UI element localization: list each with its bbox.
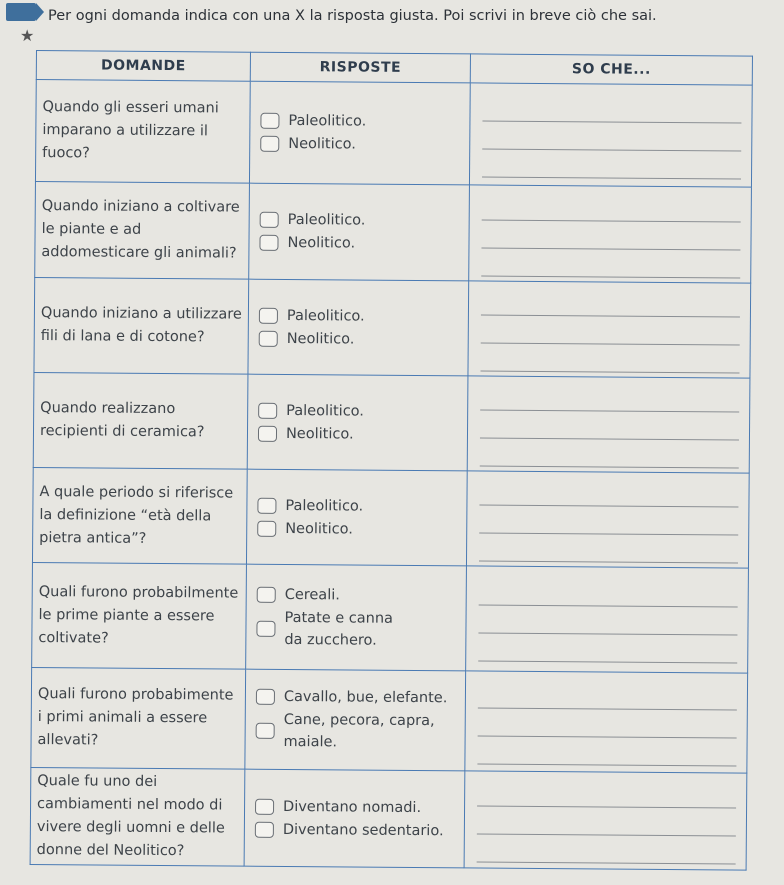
answer-option[interactable] [259,304,464,328]
writing-line[interactable] [480,410,739,440]
writing-line[interactable] [478,605,737,635]
table-row [34,277,751,378]
writing-line[interactable] [480,344,739,374]
writing-line[interactable] [478,680,737,710]
option-label: Neolitico. [288,135,356,153]
writing-area[interactable] [466,566,749,673]
checkbox-icon[interactable] [256,723,275,739]
writing-line[interactable] [481,288,740,318]
answer-cell [248,279,469,376]
writing-line[interactable] [482,93,741,123]
writing-line[interactable] [481,316,740,346]
answer-cell [244,769,465,868]
answer-option[interactable] [258,422,463,446]
option-label: Cereali. [284,586,340,603]
option-label: Paleolitico. [286,307,365,325]
question-text: Quale fu uno dei cambiamenti nel modo di vivere degli uomni e delle donne del Neolitico? [30,767,245,866]
answer-option[interactable] [255,709,460,755]
writing-area[interactable] [465,671,748,773]
writing-line[interactable] [477,736,736,766]
checkbox-icon[interactable] [260,136,279,152]
writing-area[interactable] [469,185,752,283]
checkbox-icon[interactable] [256,689,275,705]
option-label: Neolitico. [285,425,354,443]
checkbox-icon[interactable] [260,212,279,228]
answer-cell [247,374,468,471]
answer-option[interactable] [255,795,460,819]
checkbox-icon[interactable] [259,235,278,251]
checkbox-icon[interactable] [256,620,275,636]
writing-area[interactable] [468,281,751,378]
writing-area[interactable] [464,771,747,870]
writing-line[interactable] [477,778,736,808]
option-label: Paleolitico. [286,402,365,420]
option-label: Diventano nomadi. [283,798,422,816]
exercise-marker [6,3,36,21]
header-domande: DOMANDE [36,51,250,82]
checkbox-icon[interactable] [258,425,277,441]
checkbox-icon[interactable] [258,402,277,418]
table-row [32,467,749,568]
option-label: Cane, pecora, capra, maiale. [283,711,435,751]
answer-cell [249,183,470,281]
writing-area[interactable] [469,83,752,187]
question-text: A quale periodo si riferisce la definizione “età della pietra antica”? [32,467,247,564]
writing-line[interactable] [479,577,738,607]
option-label: Neolitico. [285,520,353,538]
answer-option[interactable] [260,133,465,157]
writing-area[interactable] [467,376,750,473]
table-row [35,80,752,188]
writing-line[interactable] [479,477,738,507]
question-table [30,50,753,871]
question-text: Quali furono probabimente i primi animali a essere allevati? [31,667,246,769]
checkbox-icon[interactable] [257,497,276,513]
answer-option[interactable] [257,583,462,607]
option-label: Paleolitico. [285,497,364,515]
writing-line[interactable] [479,533,738,563]
writing-area[interactable] [466,471,749,568]
writing-line[interactable] [480,438,739,468]
option-label: Diventano sedentario. [282,821,444,839]
checkbox-icon[interactable] [260,113,279,129]
header-risposte: RISPOSTE [250,52,470,83]
option-label: Cavallo, bue, elefante. [283,688,448,707]
answer-cell [249,81,470,185]
answer-cell [246,564,467,671]
writing-line[interactable] [482,192,741,222]
checkbox-icon[interactable] [257,520,276,536]
table-row [31,667,748,773]
option-label: Patate e canna da zucchero. [284,609,394,649]
option-label: Paleolitico. [287,211,366,229]
answer-option[interactable] [259,327,464,351]
table-row [35,181,752,283]
answer-cell [245,669,466,771]
writing-line[interactable] [477,834,736,864]
header-so-che: SO CHE... [470,54,752,85]
answer-option[interactable] [257,517,462,541]
answer-option[interactable] [257,494,462,518]
checkbox-icon[interactable] [259,330,278,346]
writing-line[interactable] [479,505,738,535]
question-text: Quando gli esseri umani imparano a utilizzare il fuoco? [35,80,250,184]
answer-option[interactable] [260,209,465,233]
writing-line[interactable] [478,708,737,738]
checkbox-icon[interactable] [255,798,274,814]
answer-option[interactable] [260,110,465,134]
answer-option[interactable] [255,818,460,842]
checkbox-icon[interactable] [255,821,274,837]
checkbox-icon[interactable] [259,307,278,323]
writing-line[interactable] [481,248,740,278]
table-row [33,372,750,473]
writing-line[interactable] [480,383,739,413]
writing-line[interactable] [482,149,741,179]
answer-option[interactable] [256,686,461,710]
writing-line[interactable] [478,633,737,663]
option-label: Neolitico. [286,330,355,348]
star-icon: ★ [20,26,35,45]
table-row [30,767,747,870]
question-text: Quando iniziano a coltivare le piante e ad addomesticare gli animali? [35,181,250,279]
writing-line[interactable] [481,220,740,250]
option-label: Neolitico. [287,234,356,252]
question-text: Quali furono probabilmente le prime piante a essere coltivate? [32,562,247,669]
checkbox-icon[interactable] [257,586,276,602]
answer-option[interactable] [258,399,463,423]
answer-option[interactable] [256,606,461,652]
instructions-text: Per ogni domanda indica con una X la risposta giusta. Poi scrivi in breve ciò che sai. [48,8,657,24]
answer-option[interactable] [259,232,464,256]
writing-line[interactable] [482,121,741,151]
option-label: Paleolitico. [288,112,367,130]
question-text: Quando realizzano recipienti di ceramica? [33,372,248,469]
answer-cell [246,469,467,566]
writing-line[interactable] [477,806,736,836]
question-text: Quando iniziano a utilizzare fili di lana e di cotone? [34,277,249,374]
table-row [32,562,749,673]
